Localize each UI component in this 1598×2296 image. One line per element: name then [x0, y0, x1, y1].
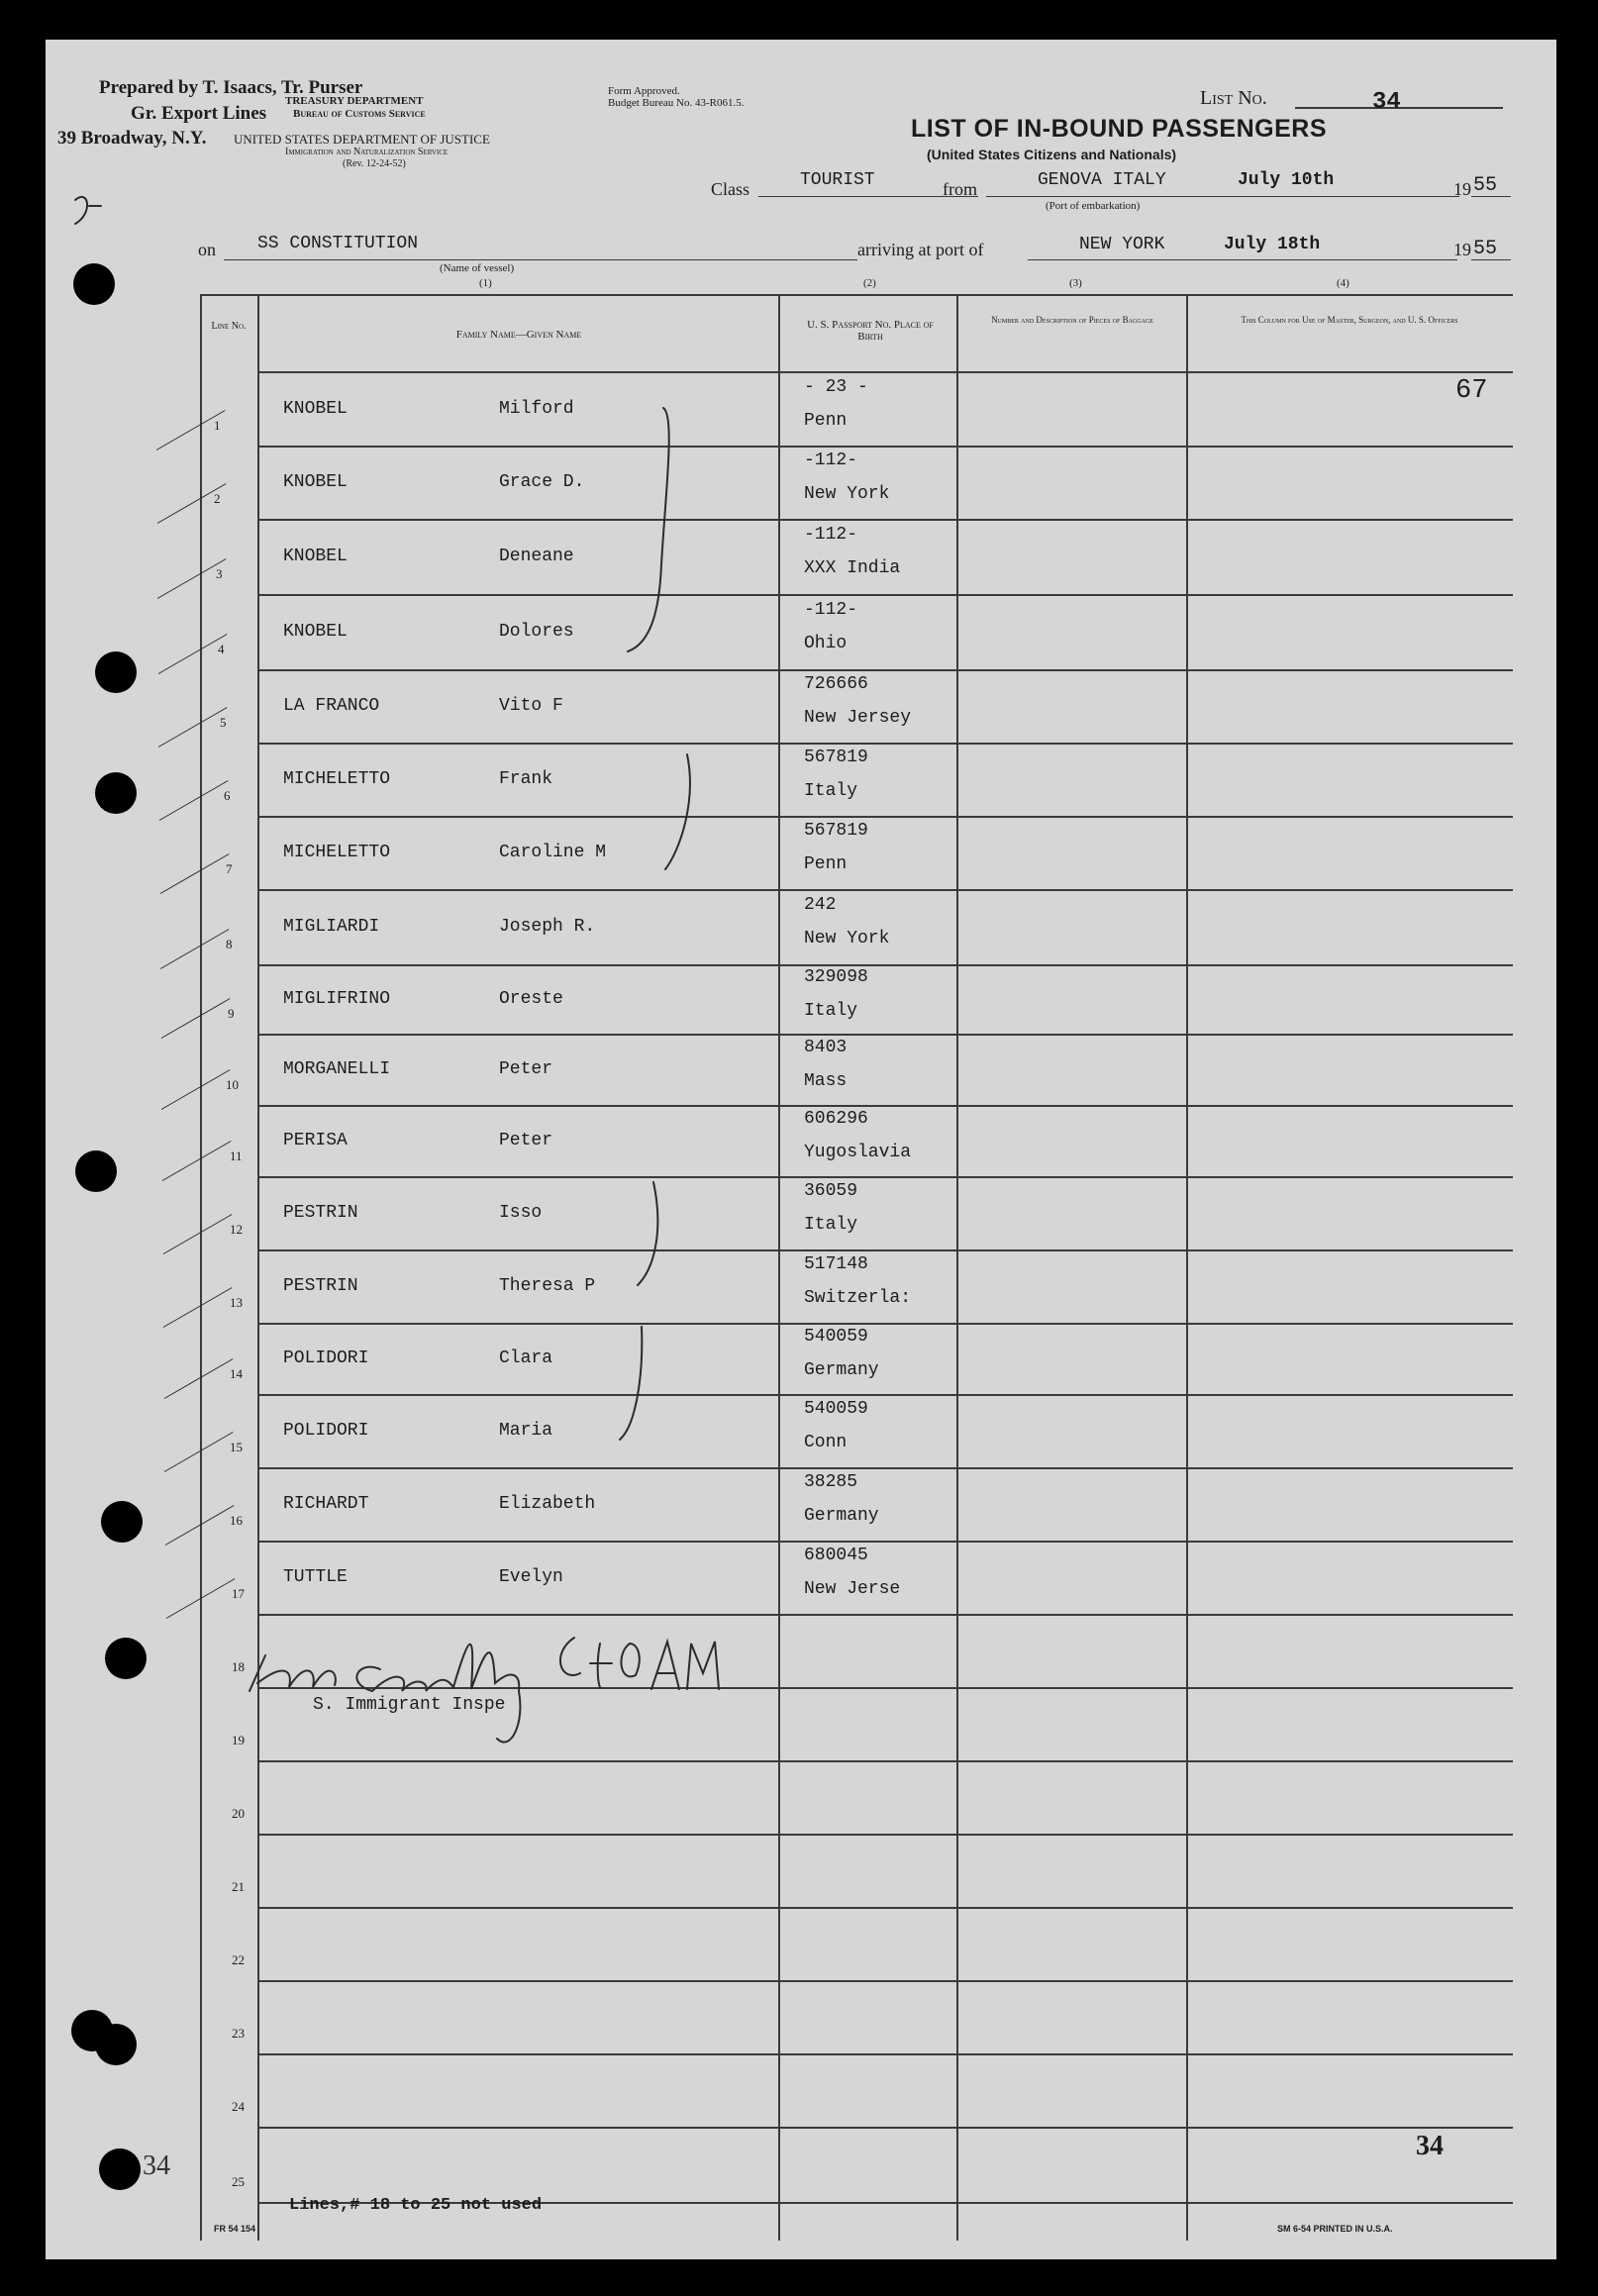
given-name: Dolores	[499, 622, 574, 642]
line-number: 13	[230, 1295, 243, 1310]
given-name: Evelyn	[499, 1567, 563, 1587]
line-number: 5	[220, 715, 227, 730]
officers-count: 67	[1455, 376, 1488, 406]
given-name: Grace D.	[499, 472, 585, 492]
column-number-3: (3)	[1069, 277, 1082, 289]
family-name: MICHELETTO	[283, 843, 391, 862]
passport-number: -112-	[804, 600, 858, 620]
given-name: Oreste	[499, 989, 563, 1009]
passport-number: 36059	[804, 1181, 858, 1201]
line-number: 15	[230, 1440, 243, 1454]
passport-number: - 23 -	[804, 377, 868, 397]
place-of-birth: Conn	[804, 1433, 848, 1452]
bracket-polidori	[620, 1327, 642, 1440]
family-name: TUTTLE	[283, 1567, 348, 1587]
signature-surname	[356, 1645, 520, 1743]
list-no-label: List No.	[1200, 87, 1267, 109]
lines-not-used-note: Lines,# 18 to 25 not used	[289, 2196, 543, 2215]
passport-number: 517148	[804, 1254, 868, 1274]
address-line: 39 Broadway, N.Y.	[57, 128, 207, 149]
place-of-birth: Italy	[804, 1001, 858, 1021]
class-value: TOURIST	[800, 170, 875, 190]
embark-year: 55	[1473, 174, 1498, 197]
line-number: 21	[232, 1879, 245, 1894]
punch-hole	[95, 2024, 137, 2065]
given-name: Peter	[499, 1059, 553, 1079]
family-name: KNOBEL	[283, 622, 348, 642]
passport-number: 726666	[804, 674, 868, 694]
line-number: 9	[228, 1006, 235, 1021]
family-name: KNOBEL	[283, 399, 348, 419]
given-name: Deneane	[499, 547, 574, 566]
punch-hole	[75, 1150, 117, 1192]
place-of-birth: Germany	[804, 1360, 879, 1380]
place-of-birth: New York	[804, 929, 890, 948]
punch-hole	[95, 772, 137, 814]
line-number: 22	[232, 1952, 245, 1967]
passport-number: 38285	[804, 1472, 858, 1492]
passport-number: 540059	[804, 1327, 868, 1347]
passport-number: 540059	[804, 1399, 868, 1419]
signature-initials	[250, 1655, 336, 1691]
header-baggage: Number and Description of Pieces of Baggage	[991, 315, 1153, 325]
port-caption: (Port of embarkation)	[1046, 200, 1141, 212]
family-name: MIGLIFRINO	[283, 989, 391, 1009]
arriving-label: arriving at port of	[857, 240, 984, 259]
budget-bureau: Budget Bureau No. 43-R061.5.	[608, 97, 745, 109]
place-of-birth: New York	[804, 484, 890, 504]
from-label: from	[943, 179, 977, 199]
line-number: 20	[232, 1806, 245, 1821]
punch-hole	[105, 1638, 147, 1679]
inspector-caption: S. Immigrant Inspe	[313, 1695, 506, 1715]
line-number: 1	[214, 418, 221, 433]
passenger-list-page	[46, 40, 1556, 2259]
family-name: MIGLIARDI	[283, 917, 380, 937]
column-number-2: (2)	[863, 277, 876, 289]
passport-number: 329098	[804, 967, 868, 987]
handwriting-layer	[46, 40, 1556, 2259]
place-of-birth: New Jersey	[804, 708, 912, 728]
customs-service: Bureau of Customs Service	[293, 108, 426, 120]
place-of-birth: Penn	[804, 854, 848, 874]
line-number: 25	[232, 2174, 245, 2189]
form-code: FR 54 154	[214, 2224, 256, 2234]
bracket-pestrin	[638, 1182, 657, 1285]
family-name: MICHELETTO	[283, 769, 391, 789]
bracket-micheletto	[665, 754, 690, 869]
margin-mark	[75, 197, 101, 224]
line-number: 16	[230, 1513, 243, 1528]
place-of-birth: Germany	[804, 1506, 879, 1526]
line-number: 7	[226, 861, 233, 876]
place-of-birth: Switzerla:	[804, 1288, 912, 1308]
passport-number: 567819	[804, 748, 868, 767]
line-number: 10	[226, 1077, 239, 1092]
line-number: 24	[232, 2099, 245, 2114]
family-name: KNOBEL	[283, 547, 348, 566]
passport-number: 567819	[804, 821, 868, 841]
line-number: 3	[216, 566, 223, 581]
given-name: Clara	[499, 1348, 553, 1368]
given-name: Elizabeth	[499, 1494, 596, 1514]
place-of-birth: Ohio	[804, 634, 848, 653]
arrival-date: July 18th	[1224, 235, 1321, 254]
form-approved: Form Approved.	[608, 85, 680, 97]
passport-number: 242	[804, 895, 837, 915]
family-name: RICHARDT	[283, 1494, 369, 1514]
justice-department: UNITED STATES DEPARTMENT OF JUSTICE	[234, 132, 490, 147]
family-name: KNOBEL	[283, 472, 348, 492]
passport-number: -112-	[804, 525, 858, 545]
given-name: Peter	[499, 1131, 553, 1150]
arrival-port: NEW YORK	[1079, 235, 1165, 254]
given-name: Caroline M	[499, 843, 607, 862]
treasury-department: TREASURY DEPARTMENT	[285, 95, 424, 107]
column-number-4: (4)	[1337, 277, 1349, 289]
line-number: 2	[214, 491, 221, 506]
document-title: LIST OF IN-BOUND PASSENGERS	[911, 115, 1328, 143]
line-number: 6	[224, 788, 231, 803]
punch-hole	[101, 1501, 143, 1543]
place-of-birth: Yugoslavia	[804, 1143, 912, 1162]
line-number: 14	[230, 1366, 243, 1381]
given-name: Theresa P	[499, 1276, 596, 1296]
family-name: POLIDORI	[283, 1348, 369, 1368]
family-name: POLIDORI	[283, 1421, 369, 1441]
line-number: 18	[232, 1659, 245, 1674]
given-name: Isso	[499, 1203, 543, 1223]
vessel-caption: (Name of vessel)	[440, 262, 515, 274]
page-number-right: 34	[1416, 2131, 1444, 2161]
family-name: MORGANELLI	[283, 1059, 391, 1079]
line-number: 12	[230, 1222, 243, 1237]
line-number: 4	[218, 642, 225, 656]
line-number: 19	[232, 1733, 245, 1747]
agent-line: Gr. Export Lines	[131, 103, 267, 124]
embark-year-prefix: 19	[1453, 179, 1471, 199]
given-name: Milford	[499, 399, 574, 419]
place-of-birth: New Jerse	[804, 1579, 901, 1599]
line-number: 17	[232, 1586, 245, 1601]
header-passport: U. S. Passport No. Place of Birth	[807, 319, 934, 343]
family-name: LA FRANCO	[283, 696, 380, 716]
header-name: Family Name—Given Name	[455, 329, 582, 341]
ins-line: Immigration and Naturalization Service	[285, 147, 449, 157]
prepared-by: Prepared by T. Isaacs, Tr. Purser	[99, 77, 363, 98]
from-port: GENOVA ITALY	[1038, 170, 1166, 190]
passport-number: 606296	[804, 1109, 868, 1129]
on-label: on	[198, 240, 216, 259]
class-label: Class	[711, 179, 750, 199]
given-name: Maria	[499, 1421, 553, 1441]
bracket-knobel	[628, 408, 669, 651]
passport-number: -112-	[804, 450, 858, 470]
given-name: Joseph R.	[499, 917, 596, 937]
place-of-birth: Mass	[804, 1071, 848, 1091]
place-of-birth: XXX India	[804, 558, 901, 578]
punch-hole	[99, 2148, 141, 2190]
page-number-left: 34	[143, 2150, 170, 2181]
family-name: PESTRIN	[283, 1203, 358, 1223]
given-name: Vito F	[499, 696, 563, 716]
signature-time	[362, 1634, 365, 1635]
line-number: 23	[232, 2026, 245, 2041]
vessel-name: SS CONSTITUTION	[257, 234, 419, 253]
embark-date: July 10th	[1238, 170, 1335, 190]
arrival-year: 55	[1473, 238, 1498, 260]
place-of-birth: Italy	[804, 1215, 858, 1235]
family-name: PERISA	[283, 1131, 348, 1150]
column-number-1: (1)	[479, 277, 492, 289]
passport-number: 8403	[804, 1038, 848, 1057]
header-line-no: Line No.	[211, 321, 247, 332]
given-name: Frank	[499, 769, 553, 789]
place-of-birth: Italy	[804, 781, 858, 801]
family-name: PESTRIN	[283, 1276, 358, 1296]
passport-number: 680045	[804, 1546, 868, 1565]
place-of-birth: Penn	[804, 411, 848, 431]
revision-date: (Rev. 12-24-52)	[343, 158, 406, 169]
punch-hole	[95, 651, 137, 693]
header-officers: This Column for Use of Master, Surgeon, and U. S. Officers	[1241, 315, 1458, 325]
line-number: 11	[230, 1148, 243, 1163]
document-subtitle: (United States Citizens and Nationals)	[927, 147, 1177, 162]
signature-text: L W Cowley	[531, 1687, 537, 1688]
printed-in-usa: SM 6-54 PRINTED IN U.S.A.	[1277, 2224, 1393, 2234]
punch-hole	[73, 263, 115, 305]
arrival-year-prefix: 19	[1453, 240, 1471, 259]
signature-time-strokes	[560, 1638, 719, 1689]
line-number: 8	[226, 937, 233, 951]
list-no-value: 34	[1372, 89, 1401, 116]
